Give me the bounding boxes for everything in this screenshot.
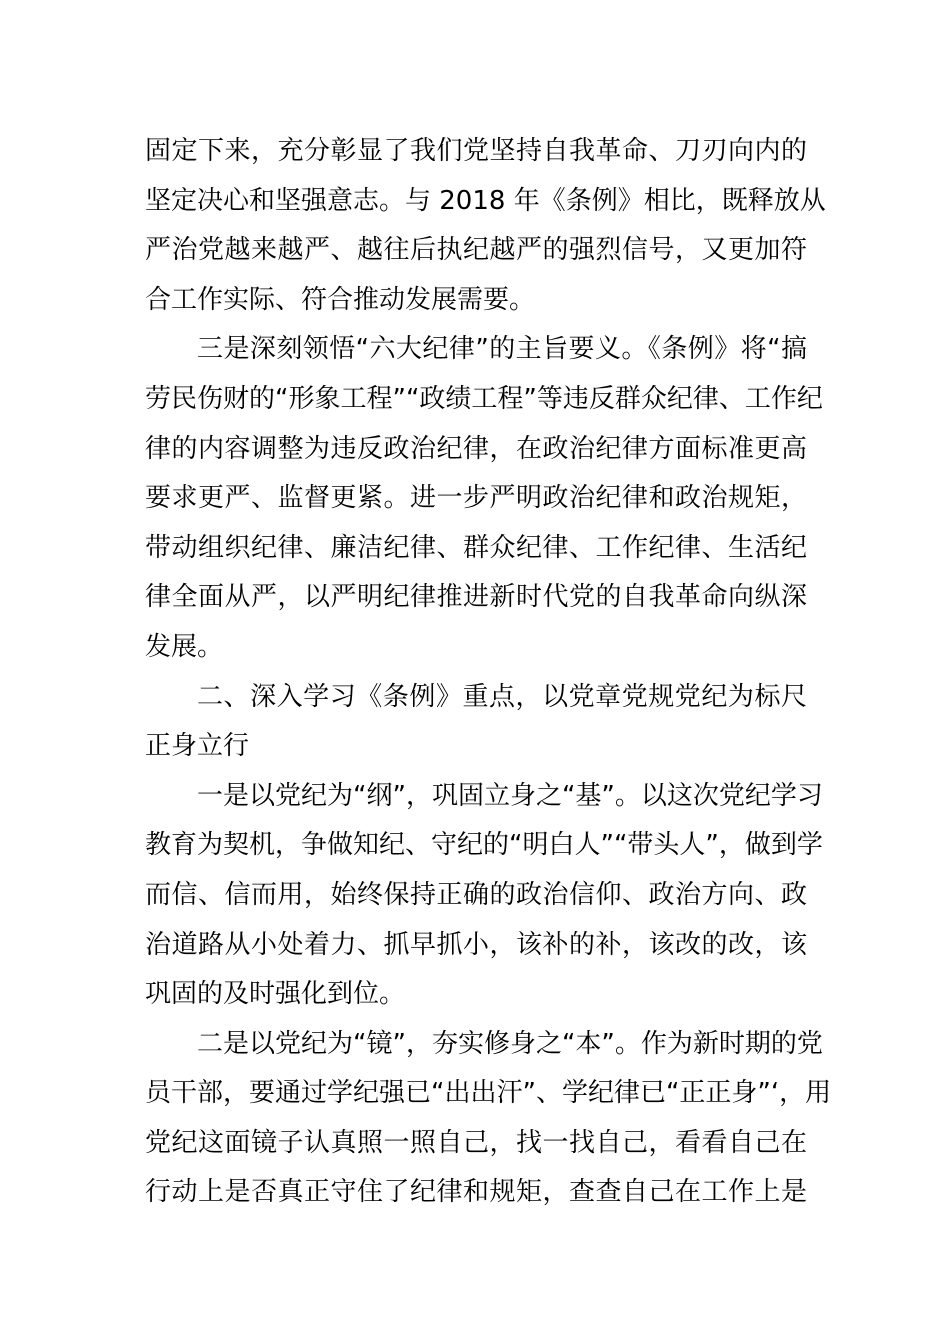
paragraph-line: 党纪这面镜子认真照一照自己，找一找自己，看看自己在	[145, 1127, 807, 1158]
document-body	[145, 127, 832, 1218]
paragraph-line: 员干部，要通过学纪强已“出出汗”、学纪律已“正正身”‘，用	[145, 1078, 832, 1109]
paragraph-line: 治道路从小处着力、抓早抓小，该补的补，该改的改，该	[145, 929, 807, 960]
paragraph-line: 劳民伤财的“形象工程”“政绩工程”等违反群众纪律、工作纪	[145, 383, 823, 414]
heading-line: 二、深入学习《条例》重点，以党章党规党纪为标尺	[197, 681, 807, 712]
paragraph-line: 要求更严、监督更紧。进一步严明政治纪律和政治规矩，	[145, 483, 807, 514]
section-heading	[145, 673, 807, 772]
paragraph-4	[145, 772, 823, 1020]
paragraph-line: 三是深刻领悟“六大纪律”的主旨要义。《条例》将“搞	[197, 334, 807, 365]
paragraph-line: 二是以党纪为“镜”，夯实修身之“本”。作为新时期的党	[197, 1028, 823, 1059]
paragraph-line: 合工作实际、符合推动发展需要。	[145, 284, 536, 315]
paragraph-line: 律全面从严，以严明纪律推进新时代党的自我革命向纵深	[145, 582, 807, 613]
paragraph-line: 固定下来，充分彰显了我们党坚持自我革命、刀刃向内的	[145, 136, 807, 166]
paragraph-5	[145, 1020, 832, 1218]
paragraph-line: 而信、信而用，始终保持正确的政治信仰、政治方向、政	[145, 879, 807, 910]
paragraph-line: 一是以党纪为“纲”，巩固立身之“基”。以这次党纪学习	[197, 780, 823, 811]
paragraph-line: 带动组织纪律、廉洁纪律、群众纪律、工作纪律、生活纪	[145, 532, 807, 563]
paragraph-line: 教育为契机，争做知纪、守纪的“明白人”“带头人”，做到学	[145, 830, 823, 861]
paragraph-line: 律的内容调整为违反政治纪律，在政治纪律方面标准更高	[145, 433, 807, 464]
paragraph-line: 行动上是否真正守住了纪律和规矩，查查自己在工作上是	[145, 1177, 807, 1208]
paragraph-1	[145, 127, 826, 325]
paragraph-line: 巩固的及时强化到位。	[145, 979, 406, 1010]
paragraph-2	[145, 325, 823, 672]
heading-line: 正身立行	[145, 731, 250, 762]
paragraph-line: 严治党越来越严、越往后执纪越严的强烈信号，又更加符	[145, 235, 807, 266]
paragraph-line: 发展。	[145, 631, 224, 662]
paragraph-line: 坚定决心和坚强意志。与 2018 年《条例》相比，既释放从	[145, 185, 826, 216]
